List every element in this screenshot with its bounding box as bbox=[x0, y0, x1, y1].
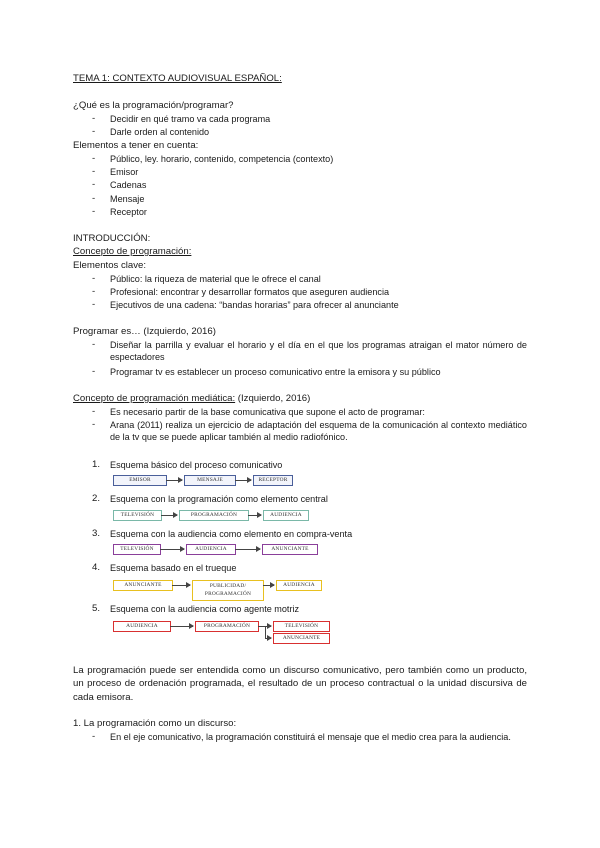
scheme3-arrow bbox=[160, 549, 184, 550]
scheme-number: 5. bbox=[92, 603, 101, 614]
document-title: TEMA 1: CONTEXTO AUDIOVISUAL ESPAÑOL: bbox=[73, 73, 282, 84]
scheme-label: Esquema basado en el trueque bbox=[110, 563, 237, 573]
intro-subheading: Concepto de programación: bbox=[73, 246, 192, 257]
scheme5-box-audiencia: AUDIENCIA bbox=[113, 621, 171, 632]
discurso-heading: 1. La programación como un discurso: bbox=[73, 718, 237, 729]
question-heading: ¿Qué es la programación/programar? bbox=[73, 100, 234, 111]
list-item: Público, ley. horario, contenido, competencia (contexto) bbox=[110, 154, 334, 164]
scheme3-arrow bbox=[235, 549, 260, 550]
scheme1-box-mensaje: MENSAJE bbox=[184, 475, 236, 486]
bullet-dash: - bbox=[92, 206, 96, 217]
scheme5-box-programacion: PROGRAMACIÓN bbox=[195, 621, 259, 632]
list-item: En el eje comunicativo, la programación constituirá el mensaje que el medio crea para la audiencia. bbox=[110, 732, 511, 742]
intro-heading: INTRODUCCIÓN: bbox=[73, 233, 151, 244]
scheme4-arrow bbox=[172, 585, 190, 586]
scheme4-arrow bbox=[263, 585, 274, 586]
list-item: Diseñar la parrilla y evaluar el horario y el día en el que los programas atraigan el mator número de espectadores bbox=[110, 340, 527, 363]
bullet-dash: - bbox=[92, 419, 96, 430]
mediatica-heading bbox=[73, 393, 310, 405]
scheme1-arrow bbox=[166, 480, 182, 481]
scheme2-arrow bbox=[248, 515, 261, 516]
mediatica-heading-citation: (Izquierdo, 2016) bbox=[235, 393, 311, 404]
list-item: Es necesario partir de la base comunicativa que supone el acto de programar: bbox=[110, 407, 425, 417]
list-item: Decidir en qué tramo va cada programa bbox=[110, 114, 271, 124]
list-item: Receptor bbox=[110, 207, 147, 217]
scheme5-branch-line bbox=[265, 626, 266, 638]
scheme5-box-television: TELEVISIÓN bbox=[273, 621, 330, 632]
list-item: Darle orden al contenido bbox=[110, 127, 210, 137]
bullet-dash: - bbox=[92, 166, 96, 177]
scheme-number: 4. bbox=[92, 562, 101, 573]
scheme3-box-television: TELEVISIÓN bbox=[113, 544, 161, 555]
list-item: Mensaje bbox=[110, 194, 145, 204]
scheme4-box-publicidad: PUBLICIDAD/ PROGRAMACIÓN bbox=[192, 580, 264, 601]
scheme3-box-audiencia: AUDIENCIA bbox=[186, 544, 236, 555]
bullet-dash: - bbox=[92, 286, 96, 297]
bullet-dash: - bbox=[92, 406, 96, 417]
scheme1-arrow bbox=[235, 480, 251, 481]
bullet-dash: - bbox=[92, 299, 96, 310]
scheme-label: Esquema con la audiencia como agente motriz bbox=[110, 604, 300, 614]
bullet-dash: - bbox=[92, 126, 96, 137]
scheme5-arrow bbox=[265, 638, 271, 639]
programar-heading: Programar es… (Izquierdo, 2016) bbox=[73, 326, 216, 337]
scheme4-box-audiencia: AUDIENCIA bbox=[276, 580, 322, 591]
scheme-number: 3. bbox=[92, 528, 101, 539]
scheme5-arrow bbox=[170, 626, 193, 627]
body-paragraph: La programación puede ser entendida como un discurso comunicativo, pero también como un producto, un proceso de ordenación programada, el resultado de un proceso contractual o la unidad discursiva de cada emisora. bbox=[73, 665, 527, 703]
bullet-dash: - bbox=[92, 731, 96, 742]
scheme-number: 1. bbox=[92, 459, 101, 470]
scheme2-box-programacion: PROGRAMACIÓN bbox=[179, 510, 249, 521]
scheme2-box-audiencia: AUDIENCIA bbox=[263, 510, 309, 521]
scheme-number: 2. bbox=[92, 493, 101, 504]
list-item: Emisor bbox=[110, 167, 139, 177]
scheme2-box-television: TELEVISIÓN bbox=[113, 510, 162, 521]
list-item: Profesional: encontrar y desarrollar formatos que aseguren audiencia bbox=[110, 287, 390, 297]
bullet-dash: - bbox=[92, 179, 96, 190]
list-item: Público: la riqueza de material que le ofrece el canal bbox=[110, 274, 321, 284]
bullet-dash: - bbox=[92, 366, 96, 377]
bullet-dash: - bbox=[92, 113, 96, 124]
scheme4-box-anunciante: ANUNCIANTE bbox=[113, 580, 173, 591]
scheme2-arrow bbox=[161, 515, 177, 516]
list-item: Arana (2011) realiza un ejercicio de adaptación del esquema de la comunicación al contexto mediático de la tv que se puede aplicar también al medio radiofónico. bbox=[110, 420, 527, 443]
clave-heading: Elementos clave: bbox=[73, 260, 147, 271]
scheme5-box-anunciante: ANUNCIANTE bbox=[273, 633, 330, 644]
scheme3-box-anunciante: ANUNCIANTE bbox=[262, 544, 318, 555]
scheme1-box-emisor: EMISOR bbox=[113, 475, 167, 486]
scheme-label: Esquema con la programación como elemento central bbox=[110, 494, 328, 504]
bullet-dash: - bbox=[92, 273, 96, 284]
scheme1-box-receptor: RECEPTOR bbox=[253, 475, 293, 486]
list-item: Cadenas bbox=[110, 180, 147, 190]
bullet-dash: - bbox=[92, 153, 96, 164]
scheme-label: Esquema con la audiencia como elemento en compra-venta bbox=[110, 529, 353, 539]
list-item: Ejecutivos de una cadena: “bandas horarias” para ofrecer al anunciante bbox=[110, 300, 399, 310]
bullet-dash: - bbox=[92, 193, 96, 204]
mediatica-heading-underlined: Concepto de programación mediática: bbox=[73, 393, 236, 404]
bullet-dash: - bbox=[92, 339, 96, 350]
elementos-heading: Elementos a tener en cuenta: bbox=[73, 140, 199, 151]
scheme-label: Esquema básico del proceso comunicativo bbox=[110, 460, 283, 470]
list-item: Programar tv es establecer un proceso comunicativo entre la emisora y su público bbox=[110, 367, 441, 377]
